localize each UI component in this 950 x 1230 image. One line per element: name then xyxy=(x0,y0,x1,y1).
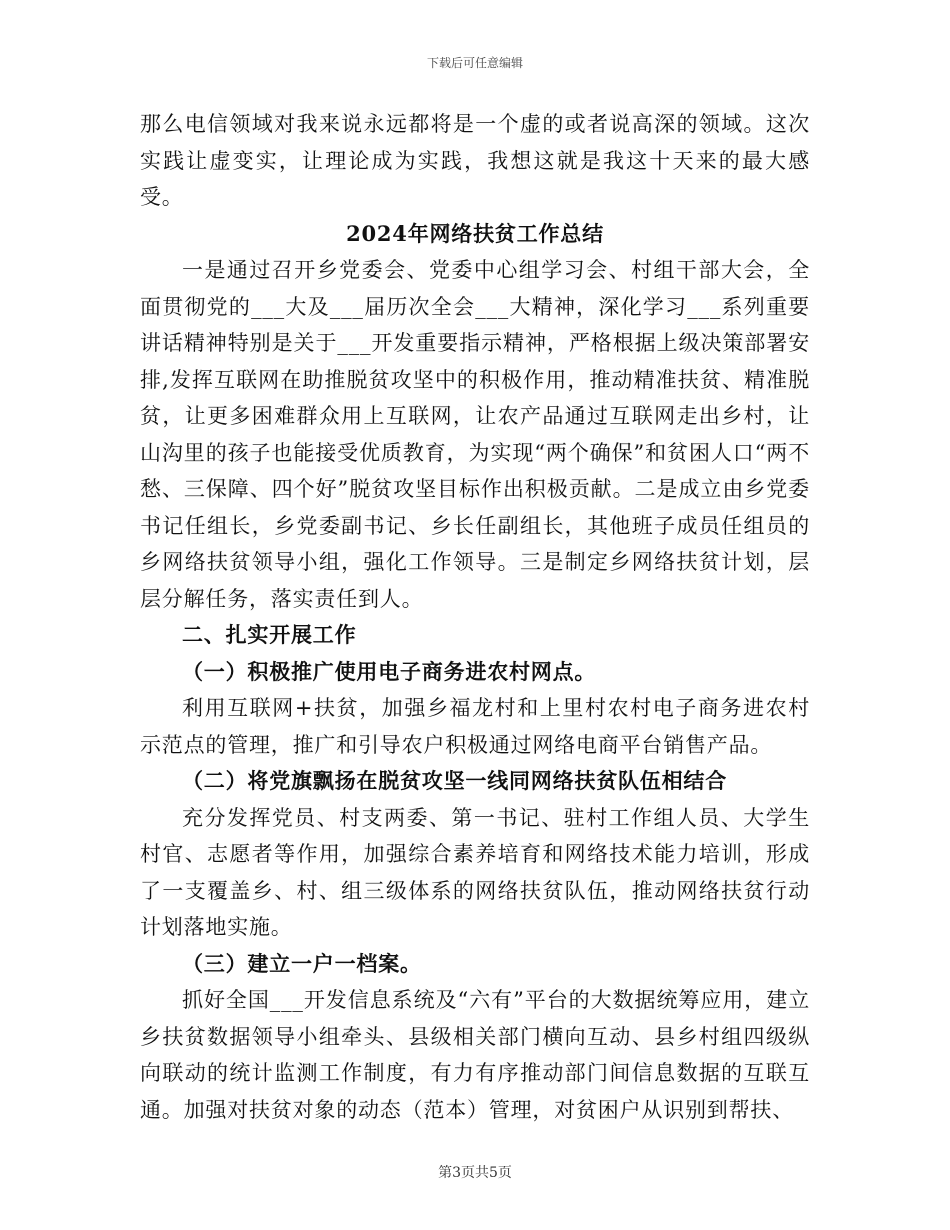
document-body xyxy=(140,106,810,1128)
subsection-heading-2: （二）将党旗飘扬在脱贫攻坚一线同网络扶贫队伍相结合 xyxy=(182,768,727,793)
paragraph-team: 充分发挥党员、村支两委、第一书记、驻村工作组人员、大学生村官、志愿者等作用，加强综合素养培育和网络技术能力培训，形成了一支覆盖乡、村、组三级体系的网络扶贫队伍，推动网络扶贫行动计划落地实施。 xyxy=(140,805,810,939)
header-note: 下载后可任意编辑 xyxy=(426,56,523,70)
document-title: 2024年网络扶贫工作总结 xyxy=(346,220,604,246)
paragraph-intro: 那么电信领域对我来说永远都将是一个虚的或者说高深的领域。这次实践让虚变实，让理论成为实践，我想这就是我这十天来的最大感受。 xyxy=(140,112,810,209)
page-footer: 第3页共5页 xyxy=(438,1165,512,1181)
paragraph-overview: 一是通过召开乡党委会、党委中心组学习会、村组干部大会，全面贯彻党的___大及___届历次全会___大精神，深化学习___系列重要讲话精神特别是关于___开发重要指示精神，严格根据上级决策部署安排,发挥互联网在助推脱贫攻坚中的积极作用，推动精准扶贫、精准脱贫，让更多困难群众用上互联网，让农产品通过互联网走出乡村，让山沟里的孩子也能接受优质教育，为实现“两个确保”和贫困人口“两不愁、三保障、四个好”脱贫攻坚目标作出积极贡献。二是成立由乡党委书记任组长，乡党委副书记、乡长任副组长，其他班子成员任组员的乡网络扶贫领导小组，强化工作领导。三是制定乡网络扶贫计划，层层分解任务，落实责任到人。 xyxy=(140,258,810,611)
paragraph-archive: 抓好全国___开发信息系统及“六有”平台的大数据统筹应用，建立乡扶贫数据领导小组牵头、县级相关部门横向互动、县乡村组四级纵向联动的统计监测工作制度，有力有序推动部门间信息数据的互联互通。加强对扶贫对象的动态（范本）管理，对贫困户从识别到帮扶、 xyxy=(140,988,810,1122)
paragraph-ecommerce: 利用互联网+扶贫，加强乡福龙村和上里村农村电子商务进农村示范点的管理，推广和引导农户积极通过网络电商平台销售产品。 xyxy=(140,696,810,757)
section-heading: 二、扎实开展工作 xyxy=(182,622,357,647)
subsection-heading-1: （一）积极推广使用电子商务进农村网点。 xyxy=(182,658,597,684)
subsection-heading-3: （三）建立一户一档案。 xyxy=(182,950,422,976)
